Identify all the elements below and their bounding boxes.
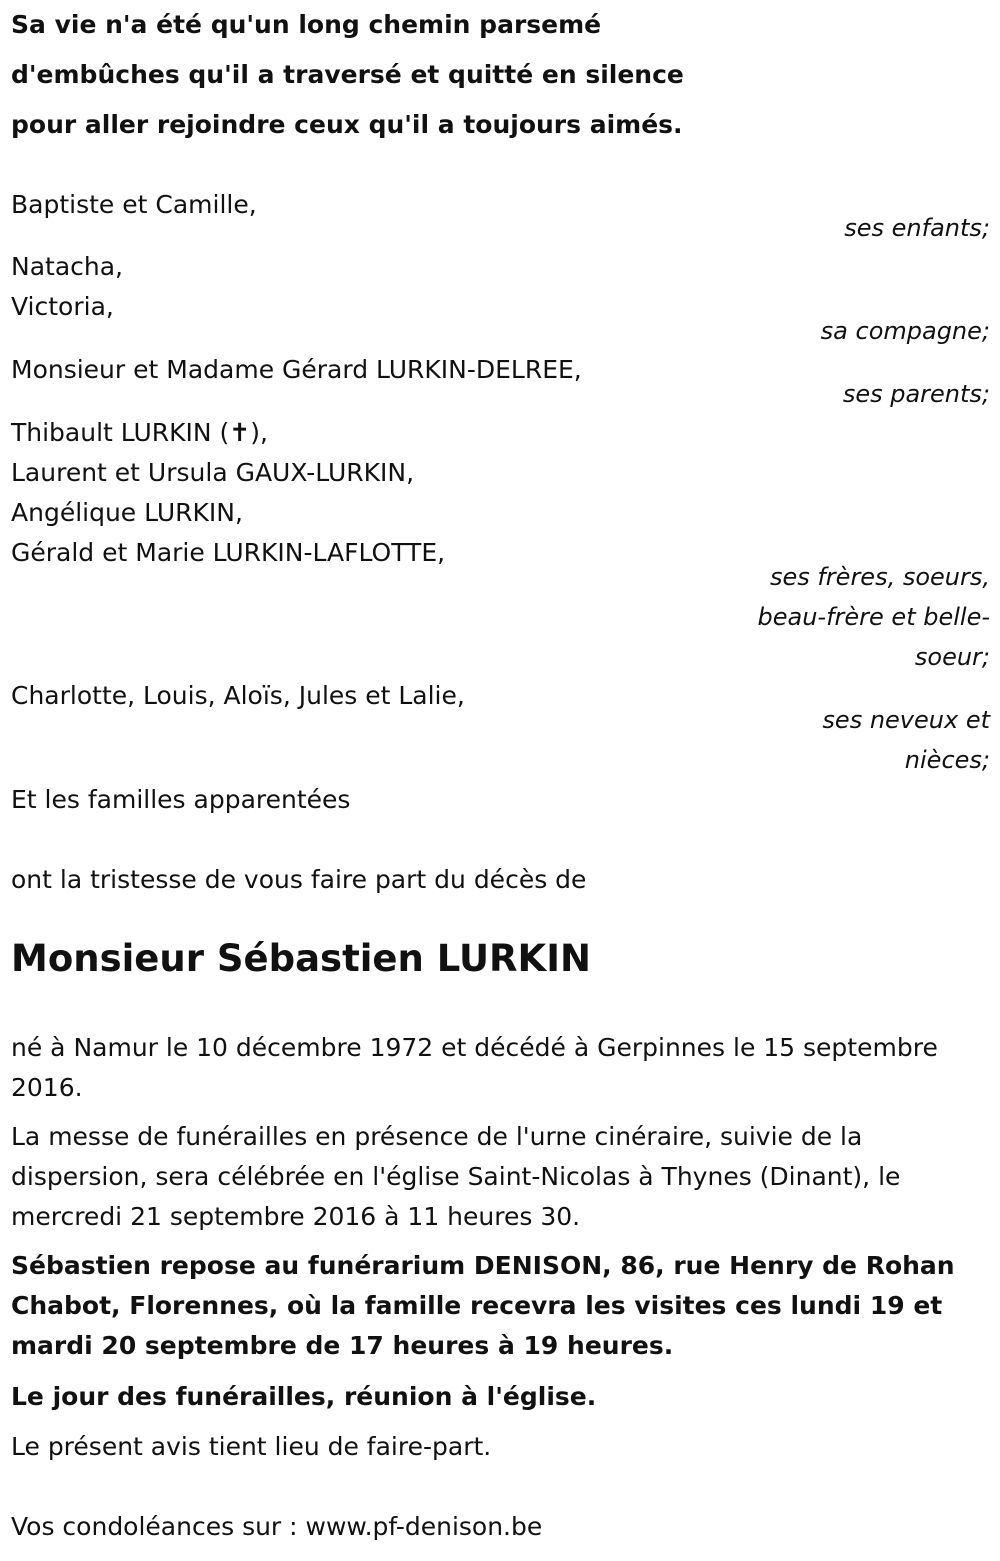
siblings-role-line-3: soeur; [914,643,990,671]
intro-line-3: pour aller rejoindre ceux qu'il a toujours aimés. [11,110,683,139]
announcement: ont la tristesse de vous faire part du décès de [11,865,587,894]
parents-role: ses parents; [842,380,990,408]
intro-line-2: d'embûches qu'il a traversé et quitté en silence [11,60,684,89]
notice-info: Le présent avis tient lieu de faire-part. [11,1432,492,1461]
siblings-role-line-2: beau-frère et belle- [757,603,990,631]
deceased-name: Monsieur Sébastien LURKIN [11,937,591,980]
siblings-role-line-1: ses frères, soeurs, [769,563,990,591]
sibling-3: Angélique LURKIN, [11,498,243,527]
partner-name-2: Victoria, [11,292,114,321]
children-names: Baptiste et Camille, [11,190,257,219]
birth-death-info: né à Namur le 10 décembre 1972 et décédé à Gerpinnes le 15 septembre 2016. [11,1033,938,1102]
extended-family: Et les familles apparentées [11,785,351,814]
parents-names: Monsieur et Madame Gérard LURKIN-DELREE, [11,355,582,384]
intro-line-1: Sa vie n'a été qu'un long chemin parsemé [11,10,602,39]
funeral-info: La messe de funérailles en présence de l'urne cinéraire, suivie de la dispersion, sera célébrée en l'église Saint-Nicolas à Thynes (Dinant), le mercredi 21 septembre 2016 à 11 heures 30. [11,1122,901,1231]
sibling-4: Gérald et Marie LURKIN-LAFLOTTE, [11,538,446,567]
meeting-info: Le jour des funérailles, réunion à l'église. [11,1382,597,1411]
sibling-1: Thibault LURKIN (✝), [11,418,268,447]
nephews-role-line-2: nièces; [904,746,990,774]
nephews-role-line-1: ses neveux et [822,706,990,734]
nephews-names: Charlotte, Louis, Aloïs, Jules et Lalie, [11,681,465,710]
condolences-info: Vos condoléances sur : www.pf-denison.be [11,1512,543,1541]
sibling-2: Laurent et Ursula GAUX-LURKIN, [11,458,415,487]
visitation-info: Sébastien repose au funérarium DENISON, 86, rue Henry de Rohan Chabot, Florennes, où la famille recevra les visites ces lundi 19 et mardi 20 septembre de 17 heures à 19 heures. [11,1251,955,1360]
partner-role: sa compagne; [820,317,990,345]
children-role: ses enfants; [844,214,990,242]
partner-name-1: Natacha, [11,252,123,281]
